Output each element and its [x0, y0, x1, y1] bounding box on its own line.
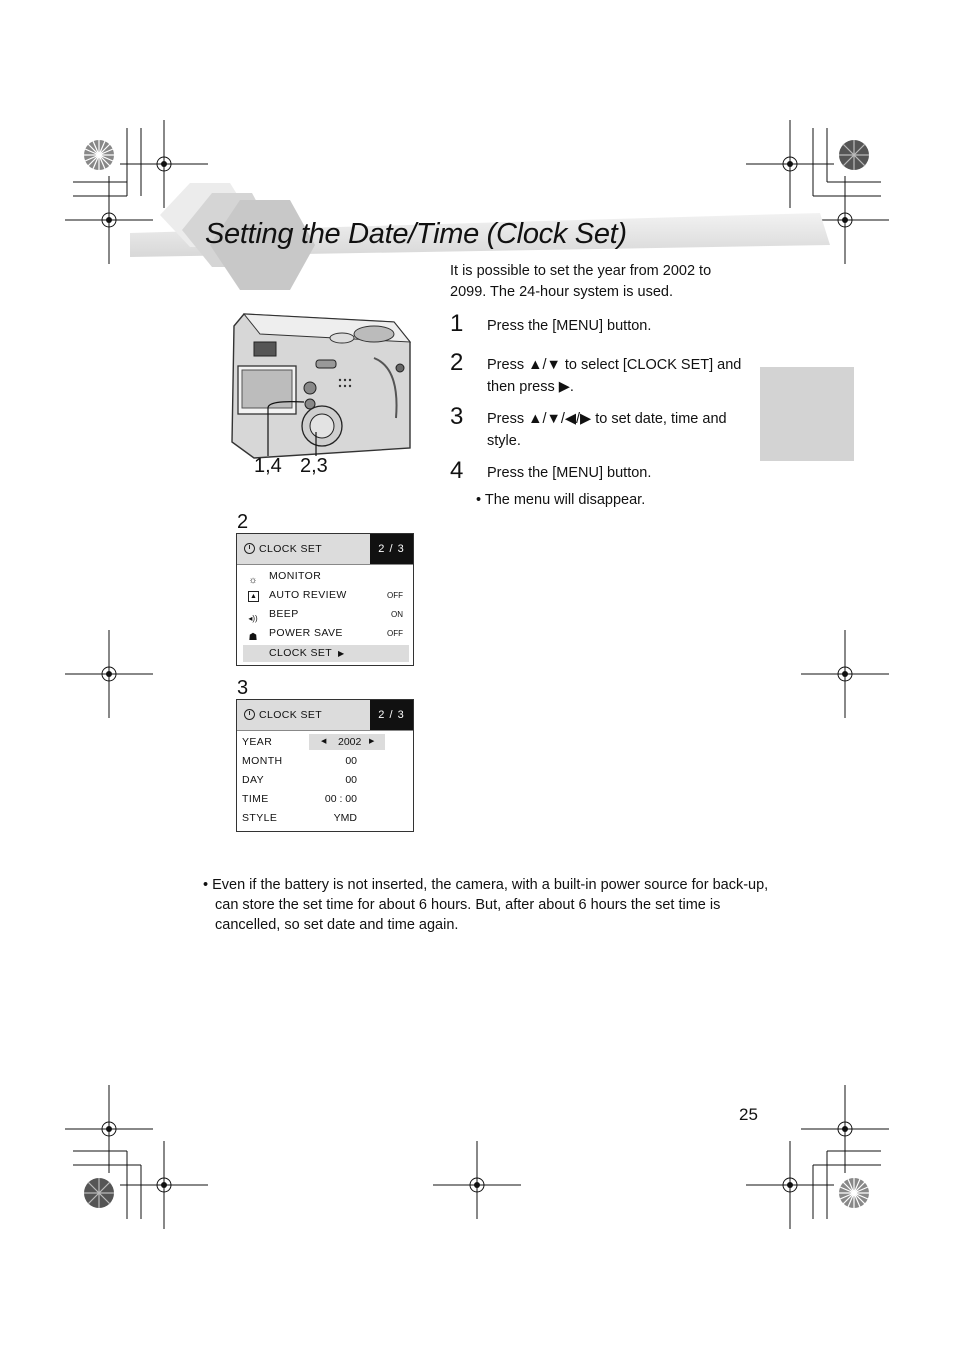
step-text: Press ▲/▼/◀/▶ to set date, time and style.	[487, 411, 727, 449]
clock-set-menu-screen	[236, 533, 414, 666]
battery-note: • Even if the battery is not inserted, the camera, with a built-in power source for back-up, can store the set time for about 6 hours. But, after about 6 hours the set time is cancelled, so set date and time again.	[203, 877, 769, 933]
clock-set-settings-screen	[236, 699, 414, 832]
step4-bullet: • The menu will disappear.	[476, 492, 646, 508]
arrow-right-icon: ▶	[338, 649, 345, 658]
power-save-icon: ☗	[248, 632, 258, 643]
step-number: 4	[450, 457, 464, 484]
menu-item-power-save[interactable]: ☗ POWER SAVE OFF	[237, 624, 413, 643]
setting-year[interactable]: YEAR ◀ 2002 ▶	[237, 733, 413, 752]
step-text: Press the [MENU] button.	[487, 318, 652, 334]
menu-page-indicator: 2 / 3	[370, 534, 413, 564]
callout-right: 2,3	[300, 455, 328, 477]
setting-day[interactable]: DAY 00	[242, 774, 357, 786]
setting-month[interactable]: MONTH 00	[242, 755, 357, 767]
intro-text: It is possible to set the year from 2002 to 2099. The 24-hour system is used.	[450, 263, 712, 300]
screen2-label: 2	[237, 511, 249, 533]
menu-item-beep[interactable]: ◂)) BEEP ON	[237, 605, 413, 624]
menu-item-monitor[interactable]: ☼ MONITOR	[237, 567, 413, 586]
arrow-left-icon: ◀	[321, 738, 327, 745]
step-number: 3	[450, 403, 464, 430]
auto-review-icon: ▲	[248, 591, 259, 602]
side-tab	[760, 367, 854, 461]
menu-header	[237, 534, 413, 565]
year-selector[interactable]: ◀ 2002 ▶	[309, 734, 385, 750]
camera-illustration	[224, 308, 416, 460]
page-number: 25	[739, 1105, 758, 1124]
menu-page-indicator: 2 / 3	[370, 700, 413, 730]
screen3-label: 3	[237, 677, 249, 699]
menu-header	[237, 700, 413, 731]
monitor-icon: ☼	[248, 575, 258, 586]
step-text: Press the [MENU] button.	[487, 465, 652, 481]
step-text: Press ▲/▼ to select [CLOCK SET] and then press ▶.	[487, 357, 742, 395]
step-number: 2	[450, 349, 464, 376]
beep-icon: ◂))	[248, 614, 258, 623]
clock-icon	[244, 543, 255, 554]
menu-item-clock-set[interactable]: CLOCK SET ▶	[243, 645, 409, 662]
menu-title: CLOCK SET	[259, 709, 323, 721]
menu-title: CLOCK SET	[259, 543, 323, 555]
arrow-right-icon: ▶	[369, 738, 375, 745]
callout-left: 1,4	[254, 455, 282, 477]
menu-item-auto-review[interactable]: ▲ AUTO REVIEW OFF	[237, 586, 413, 605]
page-title: Setting the Date/Time (Clock Set)	[205, 218, 627, 250]
step-number: 1	[450, 310, 464, 337]
setting-time[interactable]: TIME 00 : 00	[242, 793, 357, 805]
clock-icon	[244, 709, 255, 720]
setting-style[interactable]: STYLE YMD	[242, 812, 357, 824]
